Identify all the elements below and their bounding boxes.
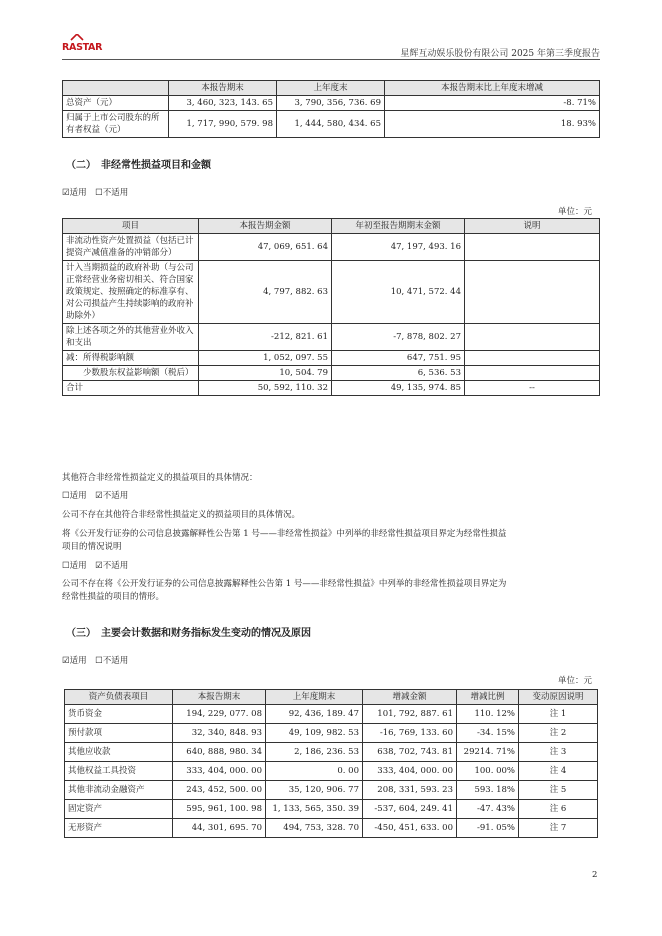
table-cell: -16, 769, 133. 60: [363, 724, 457, 743]
applicability-checkbox: ☐适用 ☑不适用: [62, 491, 129, 501]
table-cell: [465, 324, 600, 351]
applicability-checkbox: ☑适用 ☐不适用: [62, 656, 129, 666]
table-cell: 92, 436, 189. 47: [266, 705, 363, 724]
row-label: 少数股东权益影响额（税后）: [63, 366, 199, 381]
unit-label: 单位：元: [557, 207, 592, 217]
table-cell: 110. 12%: [457, 705, 519, 724]
table-cell: 1, 717, 990, 579. 98: [169, 111, 277, 138]
table-cell: 1, 133, 565, 350. 39: [266, 800, 363, 819]
table-cell: 0. 00: [266, 762, 363, 781]
table-cell: -47. 43%: [457, 800, 519, 819]
table-cell: 47, 069, 651. 64: [199, 234, 332, 261]
table-cell: 638, 702, 743. 81: [363, 743, 457, 762]
table-row: [63, 111, 600, 138]
table-cell: 640, 888, 980. 34: [173, 743, 266, 762]
table-header-cell: 本报告期末比上年度末增减: [385, 81, 600, 96]
row-label: 总资产（元）: [63, 96, 169, 111]
table-header-cell: 项目: [63, 219, 199, 234]
table-cell: 注 2: [519, 724, 598, 743]
table-header-row: [63, 219, 600, 234]
table-header-cell: 增减金额: [363, 690, 457, 705]
table-cell: 494, 753, 328. 70: [266, 819, 363, 838]
table-cell: -212, 821. 61: [199, 324, 332, 351]
row-label: 预付款项: [65, 724, 173, 743]
table-cell: 50, 592, 110. 32: [199, 381, 332, 396]
table-cell: 注 3: [519, 743, 598, 762]
company-logo: RASTAR: [62, 42, 103, 53]
table-cell: 333, 404, 000. 00: [173, 762, 266, 781]
table-row: [65, 781, 598, 800]
applicability-checkbox: ☐适用 ☑不适用: [62, 561, 129, 571]
table-row: [63, 261, 600, 324]
table-cell: 4, 797, 882. 63: [199, 261, 332, 324]
note-text: 将《公开发行证券的公司信息披露解释性公告第 1 号——非经常性损益》中列举的非经常性损益项目界定为经常性损益: [62, 529, 507, 539]
table-cell: 3, 460, 323, 143. 65: [169, 96, 277, 111]
rastar-logo-icon: [70, 34, 84, 41]
table-cell: 333, 404, 000. 00: [363, 762, 457, 781]
note-text: 公司不存在将《公开发行证券的公司信息披露解释性公告第 1 号——非经常性损益》中列举的非经常性损益项目界定为: [62, 579, 507, 589]
table-cell: -450, 451, 633. 00: [363, 819, 457, 838]
applicability-checkbox: ☑适用 ☐不适用: [62, 188, 129, 198]
table-cell: 3, 790, 356, 736. 69: [277, 96, 385, 111]
table-header-cell: 上年度期末: [266, 690, 363, 705]
table-cell: 100. 00%: [457, 762, 519, 781]
table-cell: 32, 340, 848. 93: [173, 724, 266, 743]
row-label: 除上述各项之外的其他营业外收入和支出: [63, 324, 199, 351]
table-row: [63, 234, 600, 261]
row-label: 货币资金: [65, 705, 173, 724]
table-cell: -537, 604, 249. 41: [363, 800, 457, 819]
row-label: 其他非流动金融资产: [65, 781, 173, 800]
table-cell: 注 1: [519, 705, 598, 724]
table-row: [65, 724, 598, 743]
table-cell: 1, 444, 580, 434. 65: [277, 111, 385, 138]
table-cell: 2, 186, 236. 53: [266, 743, 363, 762]
note-text: 公司不存在其他符合非经常性损益定义的损益项目的具体情况。: [62, 510, 301, 520]
table-header-cell: [63, 81, 169, 96]
table-cell: 1, 052, 097. 55: [199, 351, 332, 366]
table-header-cell: 本报告期末: [169, 81, 277, 96]
table-cell: 49, 109, 982. 53: [266, 724, 363, 743]
table-cell: -8. 71%: [385, 96, 600, 111]
table-cell: 6, 536. 53: [332, 366, 465, 381]
table-cell: 101, 792, 887. 61: [363, 705, 457, 724]
unit-label: 单位：元: [557, 676, 592, 686]
table-row: [63, 324, 600, 351]
table-row: [63, 96, 600, 111]
table-row: [63, 351, 600, 366]
row-label: 非流动性资产处置损益（包括已计提资产减值准备的冲销部分）: [63, 234, 199, 261]
table-cell: 243, 452, 500. 00: [173, 781, 266, 800]
table-cell: [465, 366, 600, 381]
table-cell: 44, 301, 695. 70: [173, 819, 266, 838]
section-heading-changes: （三） 主要会计数据和财务指标发生变动的情况及原因: [66, 628, 311, 639]
row-label: 合计: [63, 381, 199, 396]
table-cell: [465, 261, 600, 324]
table-cell: 208, 331, 593. 23: [363, 781, 457, 800]
table-header-cell: 增减比例: [457, 690, 519, 705]
section-heading-non-recurring: （二） 非经常性损益项目和金额: [66, 160, 211, 171]
row-label: 固定资产: [65, 800, 173, 819]
table-header-row: [65, 690, 598, 705]
row-label: 计入当期损益的政府补助（与公司正常经营业务密切相关、符合国家政策规定、按照确定的标准享有、对公司损益产生持续影响的政府补助除外）: [63, 261, 199, 324]
table-row: [63, 366, 600, 381]
table-header-cell: 变动原因说明: [519, 690, 598, 705]
table-header-cell: 本报告期末: [173, 690, 266, 705]
table-header-cell: 说明: [465, 219, 600, 234]
table-cell: 194, 229, 077. 08: [173, 705, 266, 724]
table-row: [65, 705, 598, 724]
table-cell: 647, 751. 95: [332, 351, 465, 366]
table-cell: [465, 351, 600, 366]
table-header-cell: 资产负债表项目: [65, 690, 173, 705]
table-cell: 29214. 71%: [457, 743, 519, 762]
note-text: 其他符合非经常性损益定义的损益项目的具体情况：: [62, 473, 258, 483]
table-cell: --: [465, 381, 600, 396]
table-row: [65, 819, 598, 838]
balance-changes-table: [64, 689, 598, 838]
page-header: [62, 40, 600, 60]
table-cell: 注 5: [519, 781, 598, 800]
row-label: 无形资产: [65, 819, 173, 838]
row-label: 其他权益工具投资: [65, 762, 173, 781]
note-text: 项目的情况说明: [62, 542, 122, 552]
table-cell: 35, 120, 906. 77: [266, 781, 363, 800]
table-cell: 注 7: [519, 819, 598, 838]
balance-summary-table: [62, 80, 600, 138]
table-cell: -7, 878, 802. 27: [332, 324, 465, 351]
table-cell: 47, 197, 493. 16: [332, 234, 465, 261]
non-recurring-items-table: [62, 218, 600, 396]
page-number: 2: [592, 870, 598, 880]
table-row: [65, 762, 598, 781]
table-cell: 10, 471, 572. 44: [332, 261, 465, 324]
table-row: [63, 381, 600, 396]
table-header-cell: 年初至报告期期末金额: [332, 219, 465, 234]
table-header-cell: 本报告期金额: [199, 219, 332, 234]
table-row: [65, 743, 598, 762]
table-cell: 注 6: [519, 800, 598, 819]
table-cell: [465, 234, 600, 261]
table-row: [65, 800, 598, 819]
table-cell: 10, 504. 79: [199, 366, 332, 381]
table-cell: 593. 18%: [457, 781, 519, 800]
table-cell: -34. 15%: [457, 724, 519, 743]
note-text: 经常性损益的项目的情形。: [62, 592, 165, 602]
table-cell: 18. 93%: [385, 111, 600, 138]
table-cell: -91. 05%: [457, 819, 519, 838]
row-label: 归属于上市公司股东的所有者权益（元）: [63, 111, 169, 138]
table-cell: 注 4: [519, 762, 598, 781]
row-label: 减：所得税影响额: [63, 351, 199, 366]
table-header-row: [63, 81, 600, 96]
table-cell: 49, 135, 974. 85: [332, 381, 465, 396]
table-header-cell: 上年度末: [277, 81, 385, 96]
report-title: 星辉互动娱乐股份有限公司 2025 年第三季度报告: [400, 49, 600, 59]
table-cell: 595, 961, 100. 98: [173, 800, 266, 819]
row-label: 其他应收款: [65, 743, 173, 762]
